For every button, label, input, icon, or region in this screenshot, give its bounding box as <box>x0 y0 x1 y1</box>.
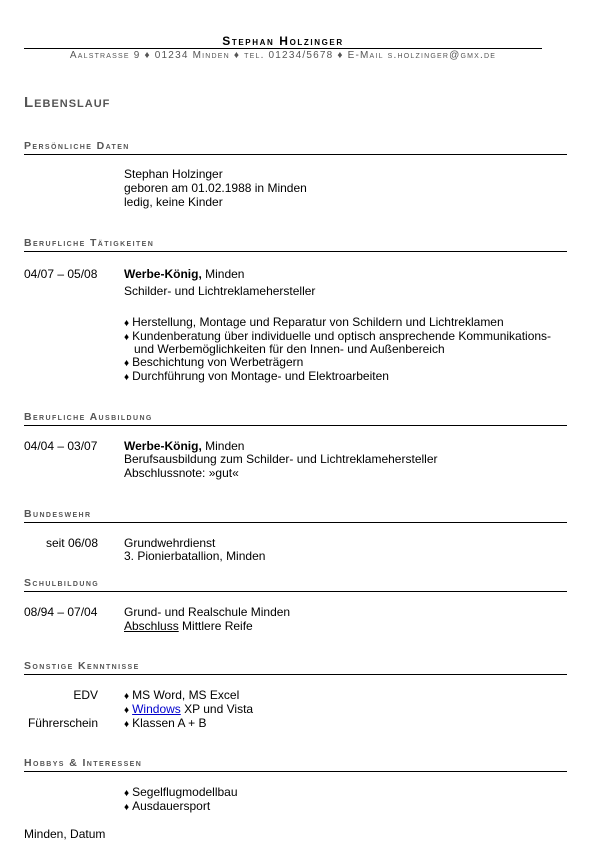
training-company: Werbe-König, <box>124 439 202 453</box>
section-heading-training: Berufliche Ausbildung <box>24 411 567 426</box>
list-item: ♦ Windows XP und Vista <box>124 702 254 716</box>
diamond-icon: ♦ <box>124 788 130 799</box>
list-item: ♦ MS Word, MS Excel <box>124 688 240 702</box>
personal-line: geboren am 01.02.1988 in Minden <box>124 181 307 195</box>
school-degree-value: Mittlere Reife <box>178 619 253 633</box>
section-heading-hobbies: Hobbys & Interessen <box>24 757 567 772</box>
list-item: ♦ Segelflugmodellbau <box>124 785 238 799</box>
experience-employer <box>124 267 244 281</box>
diamond-icon: ♦ <box>124 372 130 383</box>
military-date: seit 06/08 <box>45 536 98 550</box>
personal-line: ledig, keine Kinder <box>124 195 223 209</box>
list-item: ♦ Kundenberatung über individuelle und optisch ansprechende Kommunikations- <box>124 329 552 343</box>
document-title: Lebenslauf <box>24 94 111 111</box>
windows-link[interactable]: Windows <box>132 702 181 716</box>
school-name: Grund- und Realschule Minden <box>124 605 291 619</box>
experience-company: Werbe-König, <box>124 267 202 281</box>
military-line: Grundwehrdienst <box>124 536 216 550</box>
training-employer <box>124 439 244 453</box>
school-degree-label: Abschluss <box>124 619 179 633</box>
personal-line: Stephan Holzinger <box>124 167 223 181</box>
diamond-icon: ♦ <box>124 719 130 730</box>
experience-date: 04/07 – 05/08 <box>24 267 98 281</box>
military-line: 3. Pionierbatallion, Minden <box>124 549 266 563</box>
experience-subtitle: Schilder- und Lichtreklamehersteller <box>124 284 316 298</box>
list-item: ♦ Durchführung von Montage- und Elektroarbeiten <box>124 369 389 383</box>
contact-line: Aalstrasse 9 ♦ 01234 Minden ♦ tel. 01234/5678 ♦ E-Mail s.holzinger@gmx.de <box>69 50 497 61</box>
place-date: Minden, Datum <box>24 827 106 841</box>
section-heading-military: Bundeswehr <box>24 508 567 523</box>
section-heading-personal: Persönliche Daten <box>24 140 567 155</box>
applicant-name: Stephan Holzinger <box>222 34 344 48</box>
section-heading-experience: Berufliche Tätigkeiten <box>24 237 567 252</box>
school-degree <box>124 619 253 633</box>
diamond-icon: ♦ <box>124 332 130 343</box>
training-grade: Abschlussnote: »gut« <box>124 466 239 480</box>
skills-license-label: Führerschein <box>27 716 98 730</box>
experience-location: Minden <box>201 267 245 281</box>
header-divider <box>24 48 542 49</box>
diamond-icon: ♦ <box>124 802 130 813</box>
training-location: Minden <box>201 439 245 453</box>
training-description: Berufsausbildung zum Schilder- und Lichtreklamehersteller <box>124 452 438 466</box>
school-date: 08/94 – 07/04 <box>24 605 98 619</box>
diamond-icon: ♦ <box>124 318 130 329</box>
diamond-icon: ♦ <box>124 358 130 369</box>
skills-edv-label: EDV <box>73 688 98 702</box>
list-item: ♦ Beschichtung von Werbeträgern <box>124 355 304 369</box>
training-date: 04/04 – 03/07 <box>24 439 98 453</box>
list-item: ♦ Herstellung, Montage und Reparatur von Schildern und Lichtreklamen <box>124 315 504 329</box>
list-item-continuation: und Werbemöglichkeiten für den Innen- und Außenbereich <box>134 342 445 356</box>
list-item: ♦ Ausdauersport <box>124 799 211 813</box>
list-item: ♦ Klassen A + B <box>124 716 207 730</box>
diamond-icon: ♦ <box>124 691 130 702</box>
section-heading-skills: Sonstige Kenntnisse <box>24 660 567 675</box>
diamond-icon: ♦ <box>124 705 130 716</box>
section-heading-school: Schulbildung <box>24 577 567 592</box>
